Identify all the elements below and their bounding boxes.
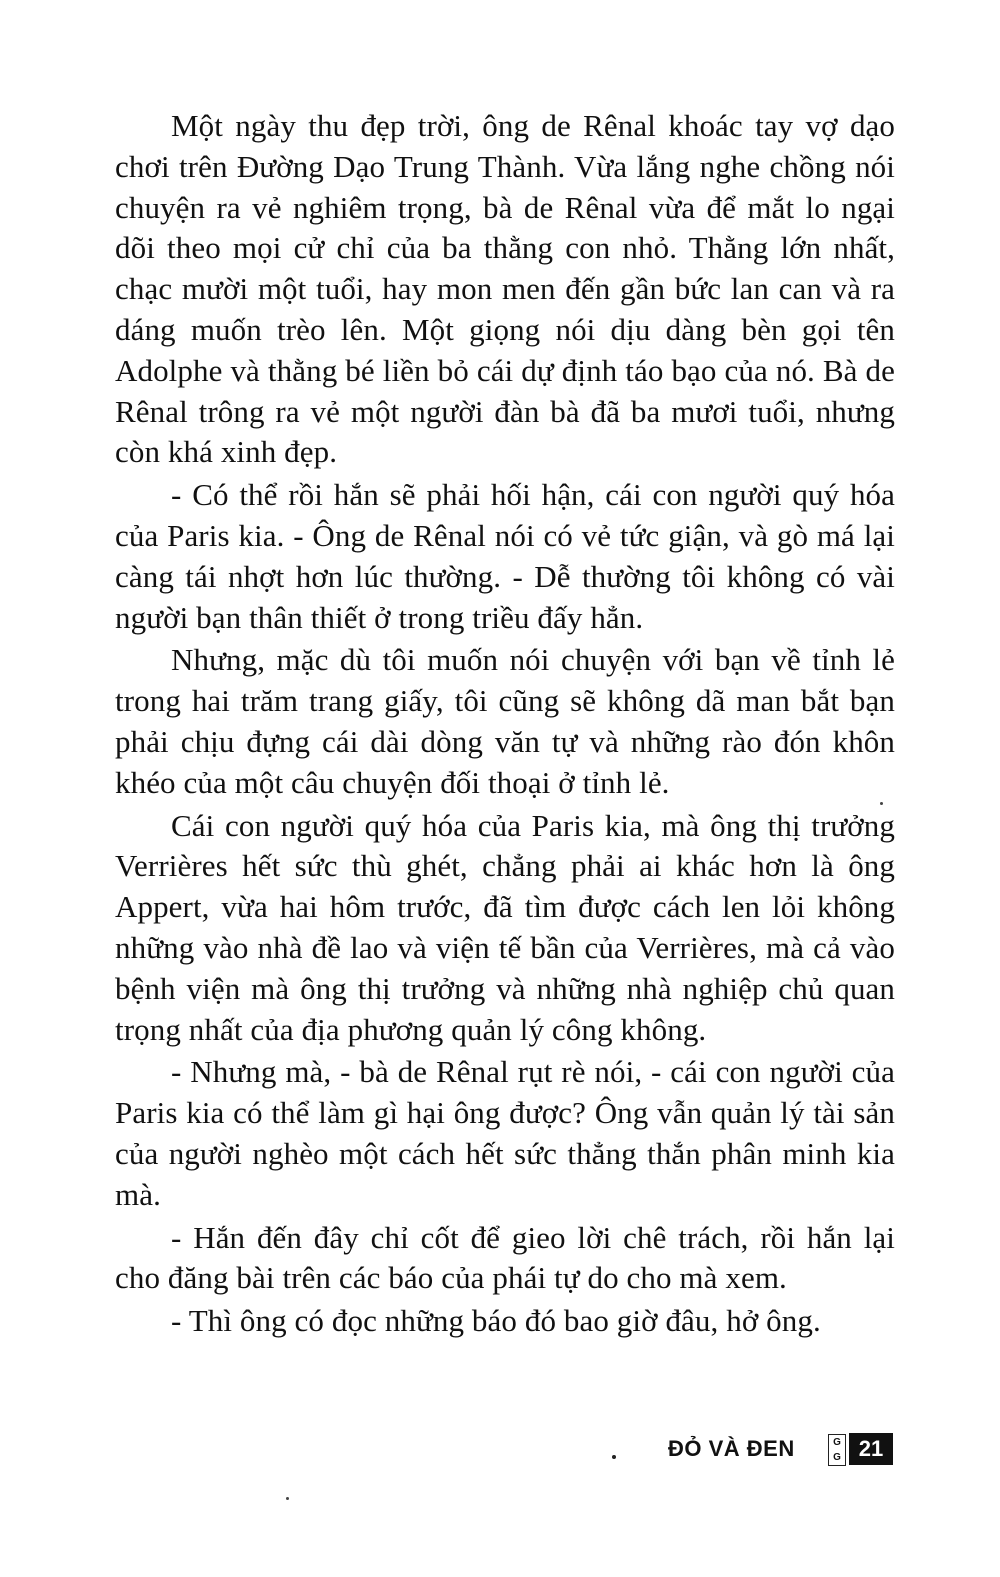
page-footer xyxy=(0,1428,1000,1468)
scan-speck xyxy=(286,1497,289,1500)
page-body xyxy=(115,106,895,1344)
scan-speck xyxy=(880,802,883,805)
page-number: 21 xyxy=(849,1433,893,1465)
paragraph: Cái con người quý hóa của Paris kia, mà ông thị trưởng Verrières hết sức thù ghét, chẳng phải ai khác hơn là ông Appert, vừa hai hôm trước, đã tìm được cách len lỏi không những vào nhà đề lao và viện tế bần của Verrières, mà cả vào bệnh viện mà ông thị trưởng và những nhà nghiệp chủ quan trọng nhất của địa phương quản lý công không. xyxy=(115,807,895,1047)
footer-dot xyxy=(612,1455,616,1459)
paragraph: - Hắn đến đây chỉ cốt để gieo lời chê trách, rồi hắn lại cho đăng bài trên các báo của phái tự do cho mà xem. xyxy=(115,1219,895,1296)
paragraph: Nhưng, mặc dù tôi muốn nói chuyện với bạn về tỉnh lẻ trong hai trăm trang giấy, tôi cũng sẽ không dã man bắt bạn phải chịu đựng cái dài dòng văn tự và những rào đón khôn khéo của một câu chuyện đối thoại ở tỉnh lẻ. xyxy=(115,642,895,800)
paragraph: Một ngày thu đẹp trời, ông de Rênal khoác tay vợ dạo chơi trên Đường Dạo Trung Thành. Vừa lắng nghe chồng nói chuyện ra vẻ nghiêm trọng, bà de Rênal vừa để mắt lo ngại dõi theo mọi cử chỉ của ba thằng con nhỏ. Thằng lớn nhất, chạc mười một tuổi, hay mon men đến gần bức lan can và ra dáng muốn trèo lên. Một giọng nói dịu dàng bèn gọi tên Adolphe và thằng bé liền bỏ cái dự định táo bạo của nó. Bà de Rênal trông ra vẻ một người đàn bà đã ba mươi tuổi, nhưng còn khá xinh đẹp. xyxy=(115,108,895,470)
paragraph: - Nhưng mà, - bà de Rênal rụt rè nói, - cái con người của Paris kia có thể làm gì hại ông được? Ông vẫn quản lý tài sản của người nghèo một cách hết sức thẳng thắn phân minh kia mà. xyxy=(115,1054,895,1212)
paragraph: - Có thể rồi hắn sẽ phải hối hận, cái con người quý hóa của Paris kia. - Ông de Rênal nói có vẻ tức giận, và gò má lại càng tái nhợt hơn lúc thường. - Dễ thường tôi không có vài người bạn thân thiết ở trong triều đấy hẳn. xyxy=(115,477,895,635)
logo-letter-top: G xyxy=(833,1436,841,1448)
logo-letter-bottom: G xyxy=(833,1451,841,1463)
book-title: ĐỎ VÀ ĐEN xyxy=(668,1436,795,1461)
publisher-logo-icon xyxy=(828,1434,846,1466)
paragraph: - Thì ông có đọc những báo đó bao giờ đâu, hở ông. xyxy=(171,1303,821,1339)
